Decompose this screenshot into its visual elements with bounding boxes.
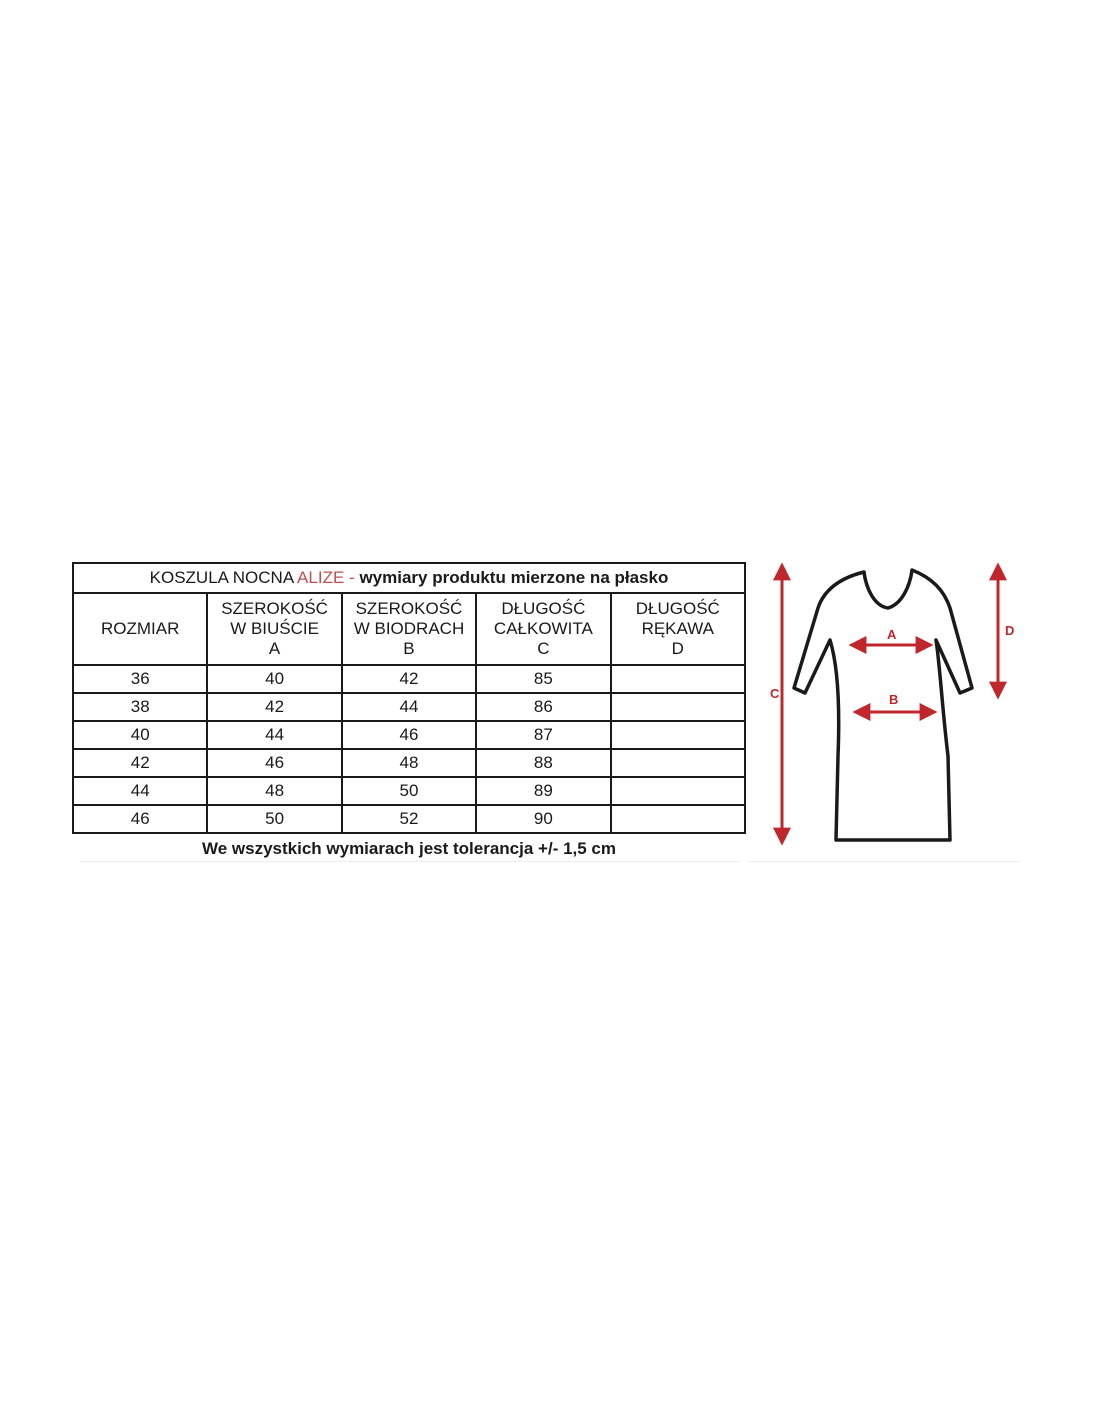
label-a: A [887,627,897,642]
table-cell: 88 [476,749,610,777]
col-header-bust [207,593,341,665]
table-row [73,805,745,833]
col-header-line: DŁUGOŚĆ [635,599,720,618]
col-header-sleeve [611,593,745,665]
table-cell: 44 [207,721,341,749]
table-cell: 40 [73,721,207,749]
tolerance-note: We wszystkich wymiarach jest tolerancja +/- 1,5 cm [201,839,617,858]
col-header-line: RĘKAWA [641,619,714,638]
table-row [73,693,745,721]
table-cell: 50 [207,805,341,833]
col-header-line: A [268,639,281,658]
col-header-line: W BIODRACH [353,619,465,638]
col-header-size [73,593,207,665]
size-table [72,562,746,834]
col-header-line: ROZMIAR [101,619,180,638]
col-header-length [476,593,610,665]
label-b: B [889,692,899,707]
table-cell: 87 [476,721,610,749]
table-cell: 86 [476,693,610,721]
col-header-line: B [403,639,415,658]
table-cell [611,721,745,749]
table-cell: 44 [342,693,476,721]
table-cell: 46 [73,805,207,833]
separator-line [748,861,1020,862]
title-dash: - [349,568,355,587]
col-header-line: D [671,639,684,658]
table-cell: 42 [342,665,476,693]
dress-measurement-diagram [750,556,1020,852]
table-cell: 48 [342,749,476,777]
dress-outline [794,570,972,840]
table-cell: 36 [73,665,207,693]
table-cell: 52 [342,805,476,833]
table-title [73,563,745,593]
table-cell: 42 [207,693,341,721]
title-rest: wymiary produktu mierzone na płasko [359,568,669,587]
col-header-line: CAŁKOWITA [493,619,593,638]
table-cell: 90 [476,805,610,833]
table-cell [611,749,745,777]
table-cell: 50 [342,777,476,805]
table-cell: 42 [73,749,207,777]
table-row [73,749,745,777]
table-cell: 89 [476,777,610,805]
col-header-line: SZEROKOŚĆ [355,599,463,618]
table-row [73,721,745,749]
table-cell: 48 [207,777,341,805]
table-cell: 38 [73,693,207,721]
table-cell: 85 [476,665,610,693]
header-row [73,593,745,665]
table-cell: 44 [73,777,207,805]
label-d: D [1005,623,1015,638]
col-header-line: SZEROKOŚĆ [221,599,328,618]
table-cell: 46 [342,721,476,749]
col-header-line: C [537,639,550,658]
title-prefix: KOSZULA NOCNA [149,568,294,587]
separator-line [80,861,740,862]
table-cell [611,805,745,833]
col-header-hips [342,593,476,665]
table-cell [611,665,745,693]
label-c: C [770,686,780,701]
col-header-line: W BIUŚCIE [230,619,319,638]
col-header-line: DŁUGOŚĆ [501,599,586,618]
title-brand: ALIZE [297,568,345,587]
table-cell [611,693,745,721]
table-row [73,777,745,805]
table-cell [611,777,745,805]
table-cell: 46 [207,749,341,777]
table-cell: 40 [207,665,341,693]
table-row [73,665,745,693]
